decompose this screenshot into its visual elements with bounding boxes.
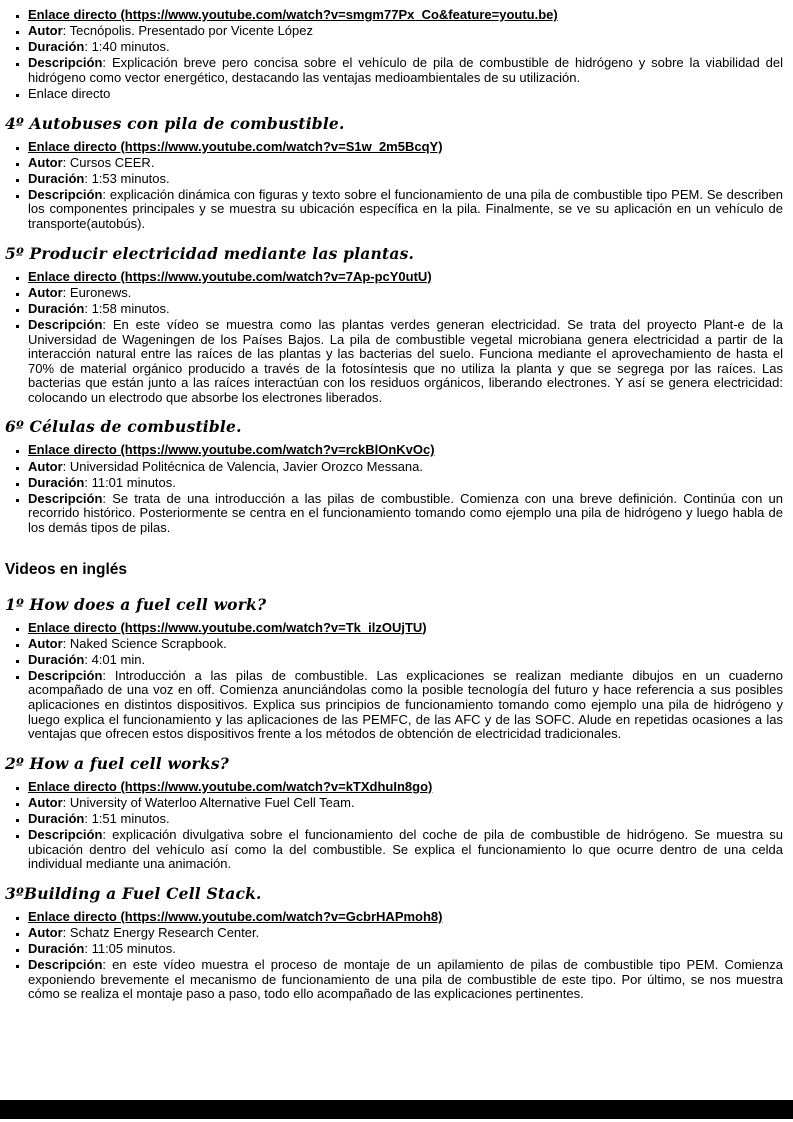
- field-separator: :: [84, 810, 92, 826]
- field-item: [28, 926, 783, 941]
- video-detail-list: [5, 270, 783, 406]
- link-item: [28, 270, 783, 285]
- field-label: Autor: [28, 458, 63, 474]
- field-label: Autor: [28, 794, 63, 810]
- field-label: Descripción: [28, 316, 103, 332]
- field-value: Cursos CEER.: [69, 154, 155, 170]
- field-separator: :: [102, 316, 113, 332]
- field-separator: :: [84, 474, 92, 490]
- field-label: Duración: [28, 810, 85, 826]
- enlace-directo-link[interactable]: Enlace directo (https://www.youtube.com/watch?v=S1w_2m5BcqY): [28, 138, 443, 154]
- field-label: Duración: [28, 474, 85, 490]
- field-value: 1:58 minutos.: [91, 300, 170, 316]
- video-section-heading: 5º Producir electricidad mediante las plantas.: [5, 243, 415, 263]
- video-section-heading: 3ºBuilding a Fuel Cell Stack.: [5, 883, 262, 903]
- field-separator: :: [62, 23, 70, 39]
- video-section-heading: 1º How does a fuel cell work?: [5, 594, 267, 614]
- field-value: 1:51 minutos.: [91, 810, 170, 826]
- link-item: [28, 140, 783, 155]
- video-detail-list: [5, 621, 783, 742]
- field-separator: :: [62, 794, 70, 810]
- field-item: [28, 56, 783, 85]
- video-detail-list: [5, 910, 783, 1002]
- field-item: [28, 318, 783, 406]
- video-detail-list: [5, 443, 783, 535]
- field-item: [28, 460, 783, 475]
- field-separator: :: [62, 154, 70, 170]
- field-separator: :: [84, 170, 92, 186]
- video-detail-list: [5, 780, 783, 872]
- field-separator: :: [84, 651, 92, 667]
- field-label: Duración: [28, 39, 85, 55]
- field-label: Descripción: [28, 957, 103, 973]
- field-value: En este vídeo se muestra como las plantas verdes generan electricidad. Se trata del proyecto Plant-e de la Universidad de Wageningen de los Países Bajos. La pila de combustible vegetal microbiana genera electricidad a partir de la interacción natural entre las raíces de las plantas y las bacterias del suelo. Funciona mediante el aprovechamiento de hasta el 70% de material orgánico producido a través de la fotosíntesis que no utiliza la planta y que se segrega por las raíces. Las bacterias que están junto a las raíces interactúan con los residuos orgánicos, liberando electrones. Y así se genera electricidad: colocando un electrodo que absorbe los electrones liberados.: [28, 316, 783, 405]
- link-item: [28, 443, 783, 458]
- field-separator: :: [62, 284, 70, 300]
- field-value: Euronews.: [69, 284, 132, 300]
- field-value: 1:40 minutos.: [91, 39, 170, 55]
- field-value: explicación divulgativa sobre el funcionamiento del coche de pila de combustible de hidrógeno. Se muestra su ubicación dentro del vehículo así como la del combustible. Se explica el funcionamiento lo que ocurre dentro de una celda individual mediante una animación.: [28, 827, 783, 872]
- field-item: [28, 828, 783, 872]
- field-label: Autor: [28, 635, 63, 651]
- link-item: [28, 910, 783, 925]
- field-value: Universidad Politécnica de Valencia, Javier Orozco Messana.: [69, 458, 424, 474]
- enlace-directo-link[interactable]: Enlace directo (https://www.youtube.com/watch?v=Tk_ilzOUjTU): [28, 619, 427, 635]
- field-value: Introducción a las pilas de combustible. Las explicaciones se realizan mediante dibujos en un cuaderno acompañado de una voz en off. Comienza anunciándolas como la posible tecnología del futuro y hace referencia a sus posibles aplicaciones en distintos dispositivos. Explica sus principios de funcionamiento tomando como ejemplo una pila de hidrógeno y luego explica el funcionamiento y las aplicaciones de las PEMFC, de las AFC y de las SOFC. Alude en repetidas ocasiones a las ventajas que ofrecen estos dispositivos frente a los métodos de obtención de electricidad tradicionales.: [28, 667, 783, 742]
- field-label: Duración: [28, 300, 85, 316]
- video-detail-list: [5, 8, 783, 102]
- field-item: [28, 286, 783, 301]
- field-item: [28, 637, 783, 652]
- field-separator: :: [62, 458, 70, 474]
- field-value: University of Waterloo Alternative Fuel Cell Team.: [69, 794, 355, 810]
- plain-item: ▪ Enlace directo: [28, 87, 783, 102]
- field-separator: :: [102, 55, 112, 71]
- video-section-heading: 6º Células de combustible.: [5, 417, 242, 437]
- field-separator: :: [84, 39, 92, 55]
- field-value: Tecnópolis. Presentado por Vicente López: [69, 23, 313, 39]
- field-label: Duración: [28, 651, 85, 667]
- field-separator: :: [102, 957, 113, 973]
- field-value: en este vídeo muestra el proceso de montaje de un apilamiento de pilas de combustible tipo PEM. Comienza exponiendo brevemente el mecanismo de funcionamiento de una pila de combustible de este tipo. Por último, se nos muestra cómo se realiza el montaje paso a paso, todo ello acompañado de las explicaciones pertinentes.: [28, 957, 783, 1002]
- video-section-heading: 4º Autobuses con pila de combustible.: [5, 113, 345, 133]
- field-label: Duración: [28, 170, 85, 186]
- field-label: Descripción: [28, 667, 103, 683]
- field-value: explicación dinámica con figuras y texto sobre el funcionamiento de una pila de combustible tipo PEM. Se describen los componentes principales y se muestra su ubicación específica en la pila. Finalmente, se ve su aplicación en un vehículo de transporte(autobús).: [28, 186, 783, 232]
- field-label: Autor: [28, 284, 63, 300]
- field-item: [28, 812, 783, 827]
- link-item: [28, 621, 783, 636]
- field-item: [28, 492, 783, 536]
- enlace-directo-link[interactable]: Enlace directo (https://www.youtube.com/watch?v=rckBlOnKvOc): [28, 442, 435, 458]
- field-value: Schatz Energy Research Center.: [69, 924, 260, 940]
- field-item: [28, 476, 783, 491]
- enlace-directo-link[interactable]: Enlace directo (https://www.youtube.com/watch?v=GcbrHAPmoh8): [28, 908, 443, 924]
- enlace-directo-link[interactable]: Enlace directo (https://www.youtube.com/watch?v=7Ap-pcY0utU): [28, 268, 432, 284]
- enlace-directo-link[interactable]: Enlace directo (https://www.youtube.com/watch?v=kTXdhuIn8go): [28, 778, 433, 794]
- field-separator: :: [102, 827, 113, 843]
- field-item: [28, 669, 783, 742]
- link-item: [28, 8, 783, 23]
- link-item: [28, 780, 783, 795]
- field-value: Naked Science Scrapbook.: [69, 635, 227, 651]
- field-value: 11:01 minutos.: [91, 474, 176, 490]
- field-item: [28, 958, 783, 1002]
- field-value: Explicación breve pero concisa sobre el vehículo de pila de combustible de hidrógeno y sobre la viabilidad del hidrógeno como vector energético, destacando las ventajas medioambientales de su utilización.: [28, 55, 784, 85]
- field-separator: :: [84, 300, 92, 316]
- field-item: [28, 796, 783, 811]
- field-label: Autor: [28, 924, 63, 940]
- field-item: [28, 40, 783, 55]
- field-item: [28, 156, 783, 171]
- field-label: Autor: [28, 154, 63, 170]
- field-value: 4:01 min.: [91, 651, 146, 667]
- field-item: [28, 24, 783, 39]
- field-item: [28, 188, 783, 232]
- video-detail-list: [5, 140, 783, 232]
- field-separator: :: [62, 635, 70, 651]
- group-heading: Videos en inglés: [5, 560, 128, 578]
- footer-bar: [0, 1100, 793, 1119]
- field-value: 1:53 minutos.: [91, 170, 170, 186]
- field-label: Descripción: [28, 55, 103, 71]
- field-separator: :: [102, 667, 115, 683]
- field-item: [28, 653, 783, 668]
- field-label: Descripción: [28, 490, 103, 506]
- field-item: [28, 172, 783, 187]
- field-label: Descripción: [28, 186, 103, 202]
- field-label: Autor: [28, 23, 63, 39]
- field-separator: :: [102, 186, 110, 202]
- field-label: Duración: [28, 941, 85, 957]
- field-value: Se trata de una introducción a las pilas de combustible. Comienza con una breve definición. Continúa con un recorrido histórico. Posteriormente se centra en el funcionamiento tomando como ejemplo una pila de hidrógeno y luego habla de los demás tipos de pilas.: [28, 490, 783, 535]
- field-separator: :: [102, 490, 113, 506]
- field-label: Descripción: [28, 827, 103, 843]
- field-separator: :: [84, 941, 92, 957]
- field-item: [28, 942, 783, 957]
- video-section-heading: 2º How a fuel cell works?: [5, 753, 230, 773]
- field-value: 11:05 minutos.: [91, 941, 176, 957]
- field-separator: :: [62, 924, 70, 940]
- field-item: [28, 302, 783, 317]
- enlace-directo-link[interactable]: Enlace directo (https://www.youtube.com/watch?v=smgm77Px_Co&feature=youtu.be): [28, 7, 558, 22]
